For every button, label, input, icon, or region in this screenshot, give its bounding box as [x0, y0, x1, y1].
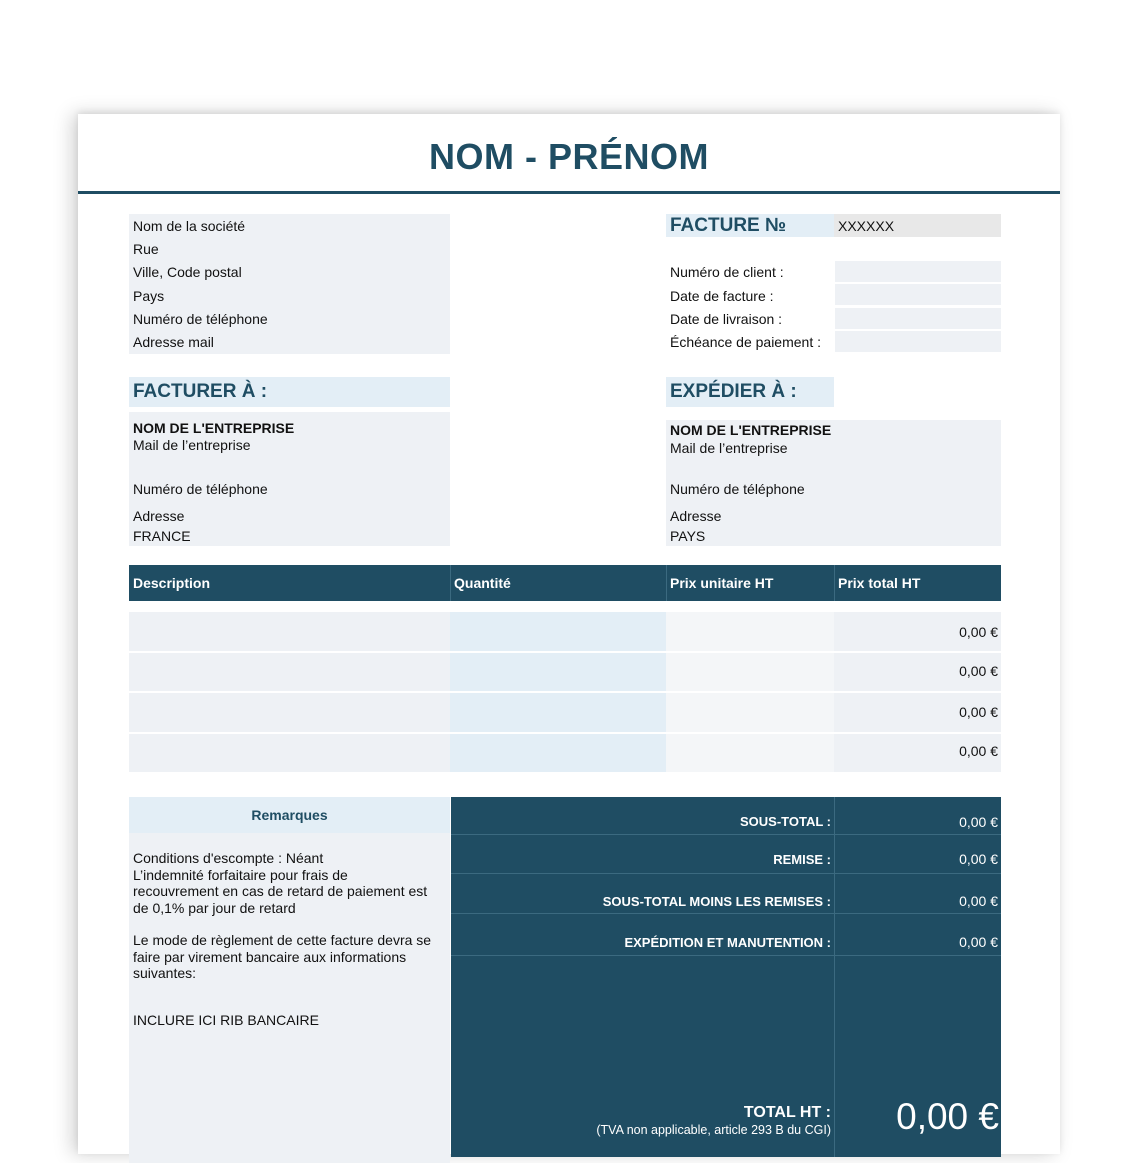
ship-to-mail: Mail de l’entreprise — [670, 440, 788, 456]
total-label: TOTAL HT : — [743, 1104, 831, 1121]
ship-to-company: NOM DE L'ENTREPRISE — [670, 422, 832, 438]
row-separator — [129, 732, 1001, 734]
bill-to-company: NOM DE L'ENTREPRISE — [133, 420, 295, 436]
invoice-page — [78, 114, 1060, 1154]
sender-street: Rue — [133, 241, 159, 257]
summary-separator — [451, 913, 1001, 914]
remarks-line: Le mode de règlement de cette facture devra se — [133, 932, 432, 948]
subtotal-value: 0,00 € — [959, 814, 998, 830]
invoice-number: XXXXXX — [838, 218, 895, 234]
header-divider — [78, 191, 1060, 194]
remarks-line: Conditions d'escompte : Néant — [133, 850, 324, 866]
page-title: NOM - PRÉNOM — [429, 136, 709, 177]
ship-to-phone: Numéro de téléphone — [670, 481, 805, 497]
row-total: 0,00 € — [959, 704, 998, 720]
remarks-line: recouvrement en cas de retard de paiement est — [133, 883, 428, 899]
ship-to-heading: EXPÉDIER À : — [670, 381, 797, 402]
ship-to-address: Adresse — [670, 508, 722, 524]
shipping-value: 0,00 € — [959, 934, 998, 950]
sender-email: Adresse mail — [133, 334, 214, 350]
col-description: Description — [133, 575, 211, 591]
row-total: 0,00 € — [959, 743, 998, 759]
summary-divider — [834, 797, 835, 1157]
row-separator — [129, 691, 1001, 693]
remarks-payment — [133, 932, 431, 982]
remarks-line: L’indemnité forfaitaire pour frais de — [133, 866, 348, 883]
vat-note: (TVA non applicable, article 293 B du CGI) — [596, 1123, 831, 1137]
remarks-line: faire par virement bancaire aux informations — [133, 948, 407, 965]
sender-country: Pays — [133, 288, 165, 304]
col-unit-price: Prix unitaire HT — [670, 575, 774, 591]
sender-city: Ville, Code postal — [133, 264, 242, 280]
client-number-field[interactable] — [835, 261, 1001, 282]
remarks-line: de 0,1% par jour de retard — [133, 899, 296, 916]
shipping-label: EXPÉDITION ET MANUTENTION : — [624, 935, 831, 950]
col-total-price: Prix total HT — [838, 575, 921, 591]
invoice-date-field[interactable] — [835, 284, 1001, 305]
row-total: 0,00 € — [959, 624, 998, 640]
total-value: 0,00 € — [896, 1096, 999, 1137]
ship-to-country: PAYS — [670, 528, 706, 544]
items-body — [129, 612, 1001, 772]
row-total: 0,00 € — [959, 663, 998, 679]
subtotal-less-discount-value: 0,00 € — [959, 893, 998, 909]
discount-label: REMISE : — [773, 852, 831, 867]
subtotal-label: SOUS-TOTAL : — [740, 814, 831, 829]
summary-separator — [451, 834, 1001, 835]
client-number-label: Numéro de client : — [670, 264, 784, 280]
row-separator — [129, 651, 1001, 653]
header-divider-2 — [666, 565, 667, 601]
bill-to-phone: Numéro de téléphone — [133, 481, 268, 497]
remarks-line: suivantes: — [133, 965, 197, 981]
remarks-discount — [133, 850, 427, 916]
summary-separator — [451, 955, 1001, 956]
remarks-heading: Remarques — [251, 807, 328, 823]
bill-to-country: FRANCE — [133, 528, 191, 544]
delivery-date-label: Date de livraison : — [670, 311, 783, 327]
discount-value: 0,00 € — [959, 851, 998, 867]
due-date-field[interactable] — [835, 331, 1001, 352]
invoice-date-label: Date de facture : — [670, 288, 774, 304]
bill-to-address: Adresse — [133, 508, 185, 524]
sender-block — [129, 214, 450, 354]
delivery-date-field[interactable] — [835, 308, 1001, 329]
invoice-label: FACTURE № — [670, 215, 787, 236]
bill-to-heading: FACTURER À : — [133, 381, 268, 402]
header-divider-3 — [834, 565, 835, 601]
header-divider-1 — [450, 565, 451, 601]
due-date-label: Échéance de paiement : — [670, 334, 821, 350]
subtotal-less-discount-label: SOUS-TOTAL MOINS LES REMISES : — [602, 894, 831, 909]
bill-to-mail: Mail de l’entreprise — [133, 437, 251, 453]
remarks-rib: INCLURE ICI RIB BANCAIRE — [133, 1012, 319, 1028]
col-quantity: Quantité — [454, 575, 511, 591]
sender-phone: Numéro de téléphone — [133, 311, 268, 327]
summary-separator — [451, 873, 1001, 874]
sender-company: Nom de la société — [133, 218, 246, 234]
